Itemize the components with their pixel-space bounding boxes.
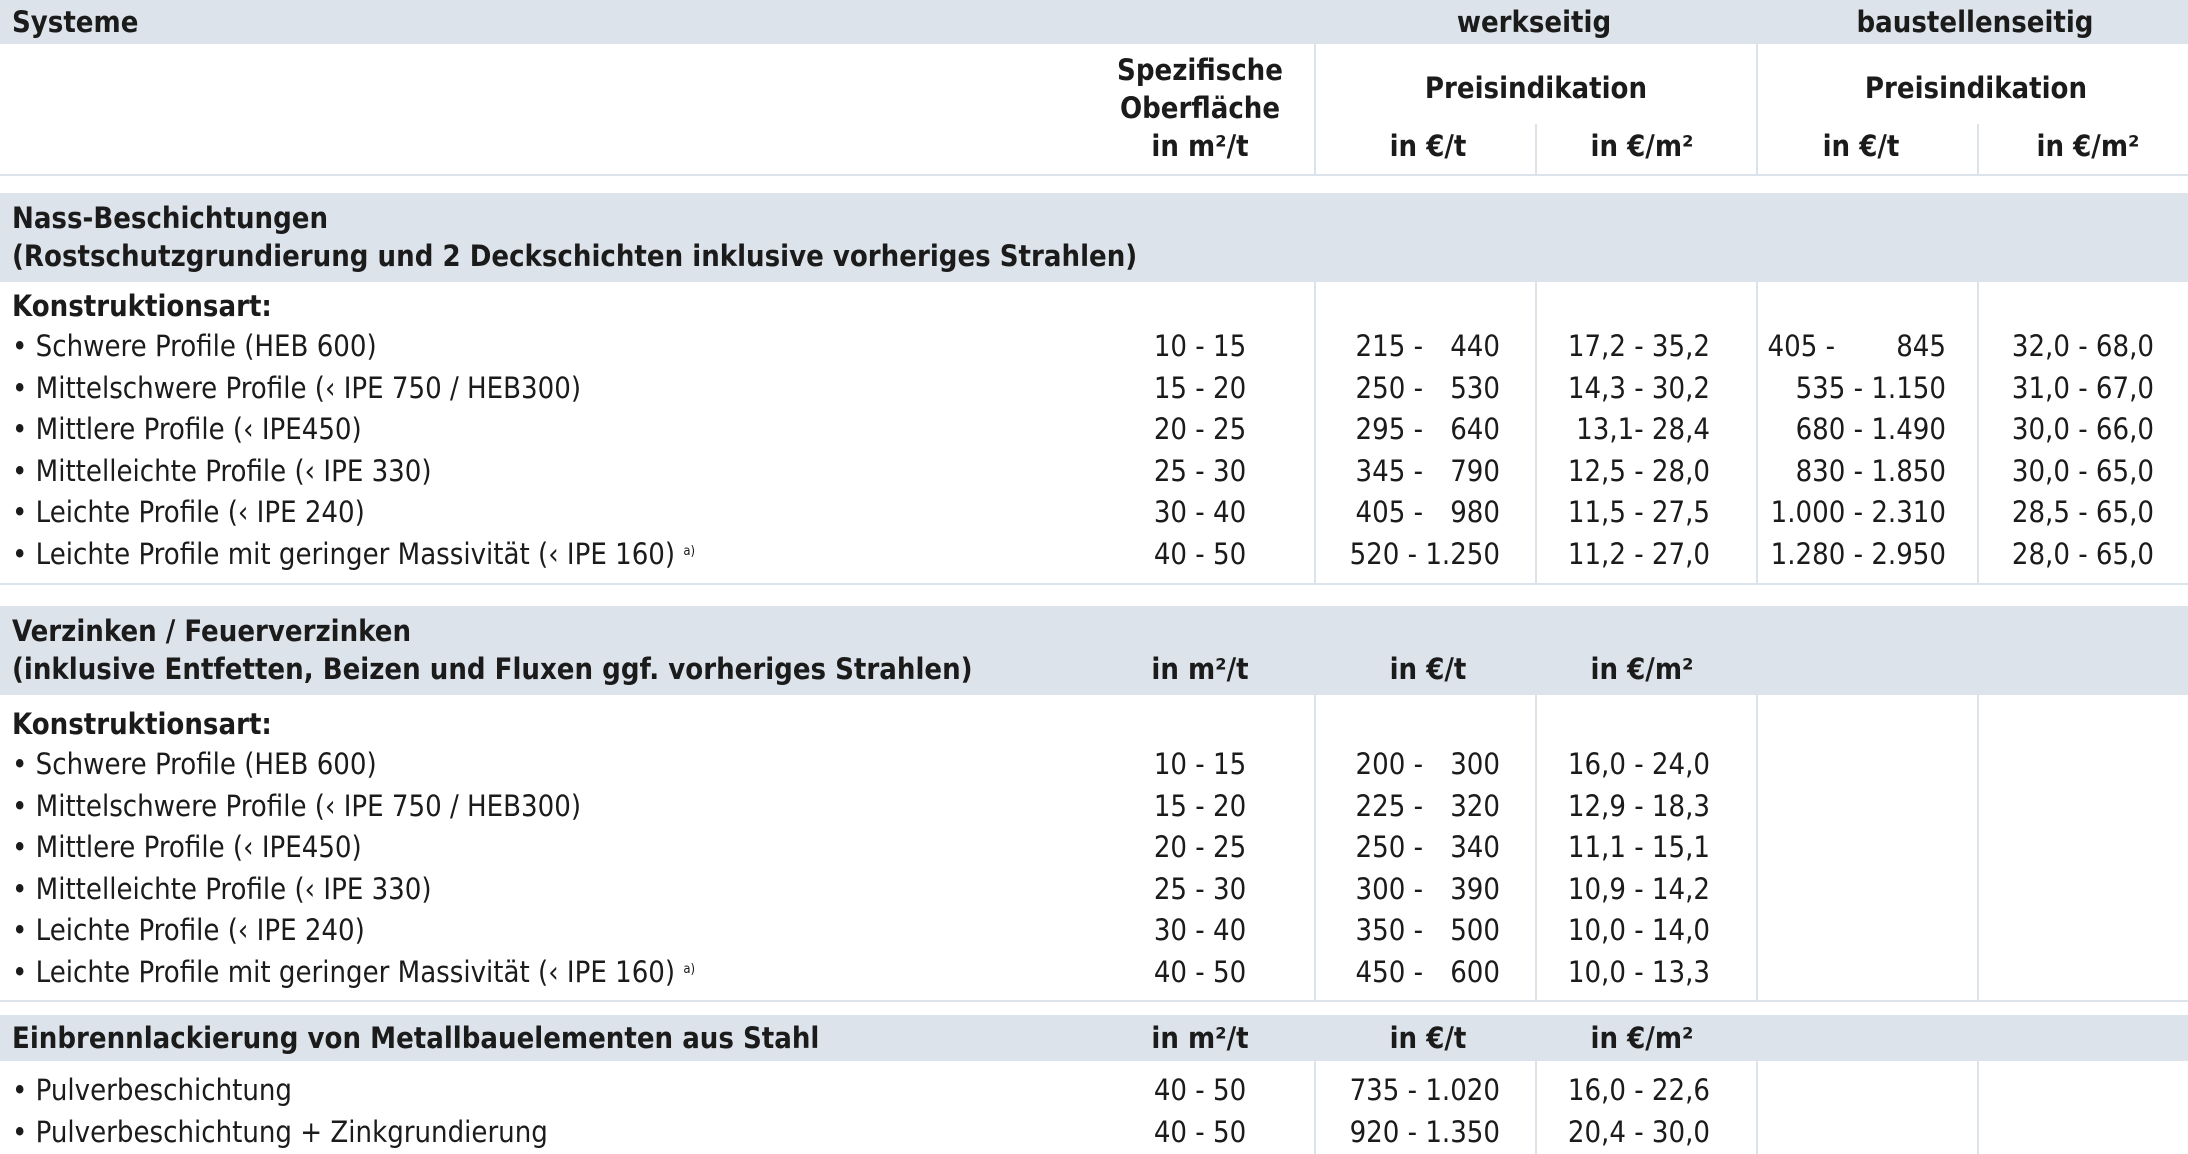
cell-werk-eur-t-to: 600 <box>1450 955 1500 989</box>
row-label: • Pulverbeschichtung <box>12 1073 293 1107</box>
column-divider <box>1756 1061 1758 1154</box>
row-label: • Mittelschwere Profile (‹ IPE 750 / HEB300) <box>12 789 581 823</box>
header-werk-eur-m2: in €/m² <box>1590 129 1694 163</box>
cell-bau-eur-t: 1.280 - 2.950 <box>1770 537 1946 571</box>
cell-oberflaeche: 15 - 20 <box>1153 371 1247 405</box>
section-subtitle: (Rostschutzgrundierung und 2 Deckschichten inklusive vorheriges Strahlen) <box>12 239 1138 273</box>
cell-oberflaeche: 40 - 50 <box>1153 955 1247 989</box>
cell-werk-eur-t-to: 790 <box>1450 454 1500 488</box>
cell-werk-eur-t-to: 530 <box>1450 371 1500 405</box>
header-systeme: Systeme <box>12 5 139 39</box>
column-divider <box>1535 282 1537 583</box>
divider <box>0 174 2188 176</box>
cell-bau-eur-m2: 28,5 - 65,0 <box>2011 495 2154 529</box>
column-divider <box>1977 282 1979 583</box>
row-label: • Mittelleichte Profile (‹ IPE 330) <box>12 872 432 906</box>
cell-bau-eur-t: 680 - 1.490 <box>1795 412 1946 446</box>
unit-m2t: in m²/t <box>1151 652 1249 686</box>
row-label: • Pulverbeschichtung + Zinkgrundierung <box>12 1115 548 1149</box>
cell-werk-eur-t-from: 295 - <box>1355 412 1423 446</box>
header-werk-eur-t: in €/t <box>1389 129 1467 163</box>
cell-bau-eur-t-to: 845 <box>1896 329 1946 363</box>
cell-werk-eur-t-from: 250 - <box>1355 830 1423 864</box>
cell-oberflaeche: 20 - 25 <box>1153 412 1247 446</box>
column-divider <box>1314 282 1316 583</box>
cell-werk-eur-m2: 20,4 - 30,0 <box>1567 1115 1710 1149</box>
cell-werk-eur-m2: 12,5 - 28,0 <box>1567 454 1710 488</box>
header-preisindikation-werk: Preisindikation <box>1424 71 1648 105</box>
footnote-marker: a) <box>683 962 696 977</box>
cell-werk-eur-m2: 16,0 - 24,0 <box>1567 747 1710 781</box>
section-subtitle: (inklusive Entfetten, Beizen und Fluxen ggf. vorheriges Strahlen) <box>12 652 973 686</box>
cell-werk-eur-m2: 17,2 - 35,2 <box>1567 329 1710 363</box>
cell-werk-eur-t-from: 225 - <box>1355 789 1423 823</box>
cell-werk-eur-m2: 10,9 - 14,2 <box>1567 872 1710 906</box>
cell-werk-eur-t-to: 390 <box>1450 872 1500 906</box>
column-divider <box>1314 695 1316 1000</box>
cell-werk-eur-t-to: 340 <box>1450 830 1500 864</box>
cell-werk-eur-t-to: 980 <box>1450 495 1500 529</box>
cell-werk-eur-m2: 10,0 - 13,3 <box>1567 955 1710 989</box>
column-divider <box>1756 44 1758 174</box>
cell-werk-eur-t-from: 250 - <box>1355 371 1423 405</box>
cell-oberflaeche: 30 - 40 <box>1153 495 1247 529</box>
column-divider <box>1535 695 1537 1000</box>
cell-oberflaeche: 25 - 30 <box>1153 454 1247 488</box>
cell-werk-eur-m2: 13,1- 28,4 <box>1576 412 1710 446</box>
header-werkseitig: werkseitig <box>1456 5 1612 39</box>
row-label: • Leichte Profile (‹ IPE 240) <box>12 913 365 947</box>
cell-werk-eur-t-from: 300 - <box>1355 872 1423 906</box>
cell-oberflaeche: 15 - 20 <box>1153 789 1247 823</box>
cell-werk-eur-t-to: 320 <box>1450 789 1500 823</box>
cell-werk-eur-t-from: 450 - <box>1355 955 1423 989</box>
row-label: • Mittlere Profile (‹ IPE450) <box>12 412 362 446</box>
row-label: • Mittelleichte Profile (‹ IPE 330) <box>12 454 432 488</box>
unit-m2t: in m²/t <box>1151 1021 1249 1055</box>
cell-werk-eur-t-to: 300 <box>1450 747 1500 781</box>
cell-werk-eur-m2: 16,0 - 22,6 <box>1567 1073 1710 1107</box>
header-oberflaeche: Oberfläche <box>1119 91 1281 125</box>
cell-werk-eur-m2: 12,9 - 18,3 <box>1567 789 1710 823</box>
column-divider <box>1977 1061 1979 1154</box>
column-divider <box>1314 1061 1316 1154</box>
cell-oberflaeche: 20 - 25 <box>1153 830 1247 864</box>
column-divider <box>1756 282 1758 583</box>
row-label: • Leichte Profile mit geringer Massivität (‹ IPE 160) $^{a)}$ <box>12 537 696 571</box>
cell-werk-eur-m2: 10,0 - 14,0 <box>1567 913 1710 947</box>
column-divider <box>1314 44 1316 174</box>
cell-bau-eur-t-from: 405 - <box>1767 329 1835 363</box>
cell-bau-eur-m2: 28,0 - 65,0 <box>2011 537 2154 571</box>
cell-werk-eur-m2: 11,5 - 27,5 <box>1567 495 1710 529</box>
cell-oberflaeche: 10 - 15 <box>1153 747 1247 781</box>
cell-werk-eur-t: 520 - 1.250 <box>1349 537 1500 571</box>
cell-werk-eur-m2: 14,3 - 30,2 <box>1567 371 1710 405</box>
konstruktionsart-label: Konstruktionsart: <box>12 289 272 323</box>
cell-werk-eur-t-from: 200 - <box>1355 747 1423 781</box>
unit-eur-t: in €/t <box>1389 1021 1467 1055</box>
unit-eur-m2: in €/m² <box>1590 1021 1694 1055</box>
row-label: • Leichte Profile (‹ IPE 240) <box>12 495 365 529</box>
header-spezifische: Spezifische <box>1117 53 1283 87</box>
cell-oberflaeche: 40 - 50 <box>1153 1073 1247 1107</box>
column-divider <box>1535 124 1537 174</box>
divider <box>0 1000 2188 1002</box>
cell-werk-eur-m2: 11,1 - 15,1 <box>1567 830 1710 864</box>
header-baustellenseitig: baustellenseitig <box>1856 5 2094 39</box>
header-unit-m2t: in m²/t <box>1151 129 1249 163</box>
cell-werk-eur-m2: 11,2 - 27,0 <box>1567 537 1710 571</box>
cell-werk-eur-t: 920 - 1.350 <box>1349 1115 1500 1149</box>
cell-bau-eur-t: 535 - 1.150 <box>1795 371 1946 405</box>
row-label: • Schwere Profile (HEB 600) <box>12 747 377 781</box>
header-preisindikation-bau: Preisindikation <box>1864 71 2088 105</box>
section-title: Nass-Beschichtungen <box>12 201 329 235</box>
row-label: • Mittelschwere Profile (‹ IPE 750 / HEB300) <box>12 371 581 405</box>
row-label: • Schwere Profile (HEB 600) <box>12 329 377 363</box>
cell-werk-eur-t-from: 215 - <box>1355 329 1423 363</box>
cell-bau-eur-t: 830 - 1.850 <box>1795 454 1946 488</box>
cell-werk-eur-t-to: 440 <box>1450 329 1500 363</box>
row-label: • Leichte Profile mit geringer Massivität (‹ IPE 160) $^{a)}$ <box>12 955 696 989</box>
cell-oberflaeche: 40 - 50 <box>1153 537 1247 571</box>
cell-werk-eur-t-to: 640 <box>1450 412 1500 446</box>
cell-oberflaeche: 30 - 40 <box>1153 913 1247 947</box>
unit-eur-t: in €/t <box>1389 652 1467 686</box>
cell-werk-eur-t-from: 405 - <box>1355 495 1423 529</box>
konstruktionsart-label: Konstruktionsart: <box>12 707 272 741</box>
header-bau-eur-t: in €/t <box>1822 129 1900 163</box>
column-divider <box>1535 1061 1537 1154</box>
footnote-marker: a) <box>683 544 696 559</box>
column-divider <box>1977 124 1979 174</box>
cell-werk-eur-t-from: 345 - <box>1355 454 1423 488</box>
section-title: Einbrennlackierung von Metallbauelementen aus Stahl <box>12 1021 820 1055</box>
column-divider <box>1977 695 1979 1000</box>
row-label: • Mittlere Profile (‹ IPE450) <box>12 830 362 864</box>
cell-werk-eur-t-to: 500 <box>1450 913 1500 947</box>
cell-oberflaeche: 25 - 30 <box>1153 872 1247 906</box>
cell-werk-eur-t-from: 350 - <box>1355 913 1423 947</box>
cell-bau-eur-t: 1.000 - 2.310 <box>1770 495 1946 529</box>
cell-oberflaeche: 10 - 15 <box>1153 329 1247 363</box>
divider <box>0 583 2188 585</box>
header-bau-eur-m2: in €/m² <box>2036 129 2140 163</box>
section-title: Verzinken / Feuerverzinken <box>12 614 412 648</box>
cell-werk-eur-t: 735 - 1.020 <box>1349 1073 1500 1107</box>
cell-oberflaeche: 40 - 50 <box>1153 1115 1247 1149</box>
column-divider <box>1756 695 1758 1000</box>
cell-bau-eur-m2: 31,0 - 67,0 <box>2011 371 2154 405</box>
cell-bau-eur-m2: 30,0 - 66,0 <box>2011 412 2154 446</box>
cell-bau-eur-m2: 32,0 - 68,0 <box>2011 329 2154 363</box>
cell-bau-eur-m2: 30,0 - 65,0 <box>2011 454 2154 488</box>
unit-eur-m2: in €/m² <box>1590 652 1694 686</box>
